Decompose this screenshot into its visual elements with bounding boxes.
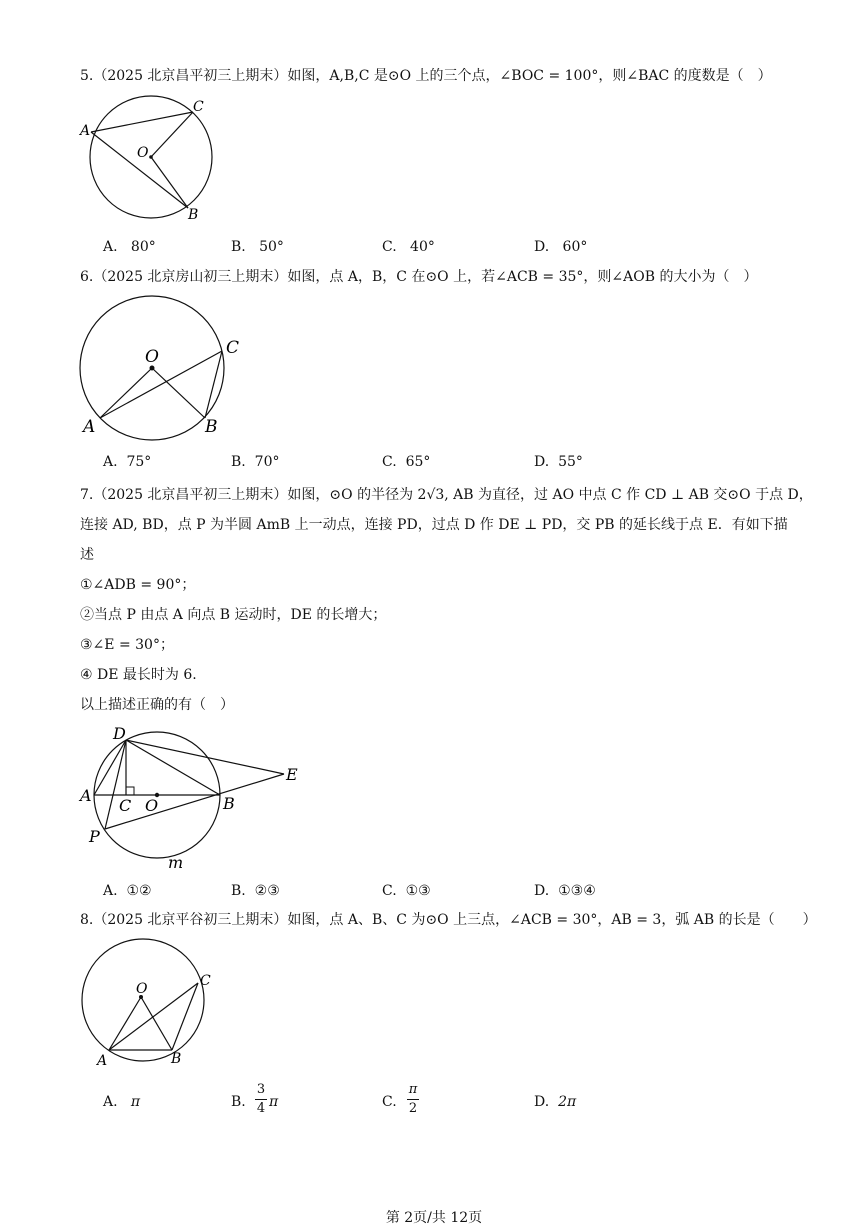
q8-option-c-numerator: π	[408, 1082, 418, 1097]
q5-label-c: C	[193, 99, 204, 115]
q5-option-d[interactable]: D. 60°	[534, 239, 588, 255]
q6-radius-oa	[100, 368, 152, 418]
q7-option-c[interactable]: C. ①③	[382, 883, 431, 899]
q6-stem: 6.（2025 北京房山初三上期末）如图，点 A，B，C 在⊙O 上，若∠ACB = 35°，则∠AOB 的大小为（ ）	[80, 269, 758, 285]
q6-label-o: O	[145, 347, 159, 367]
q6-label-c: C	[226, 338, 240, 358]
q7-segment-dp	[105, 740, 126, 829]
q7-label-d: D	[113, 724, 126, 743]
q8-option-c-fraction-bar	[407, 1099, 419, 1100]
q7-option-b[interactable]: B. ②③	[231, 883, 280, 899]
q7-option-d[interactable]: D. ①③④	[534, 883, 596, 899]
q7-statement-3: ③∠E = 30°；	[80, 637, 174, 653]
q7-question: 以上描述正确的有（ ）	[80, 697, 234, 713]
q7-statement-1: ①∠ADB = 90°；	[80, 577, 196, 593]
q8-label-o: O	[136, 981, 148, 997]
q8-option-b-fraction-bar	[255, 1099, 267, 1100]
q7-segment-pe	[105, 774, 284, 829]
q7-label-c: C	[119, 796, 132, 815]
q8-option-a[interactable]: A. π	[103, 1094, 141, 1110]
q7-segment-db	[126, 740, 220, 795]
q6-label-a: A	[83, 417, 96, 437]
q7-stem-line2: 连接 AD, BD，点 P 为半圆 AmB 上一动点，连接 PD，过点 D 作 DE ⊥ PD，交 PB 的延长线于点 E．有如下描	[80, 517, 788, 533]
q8-option-b-fraction	[255, 1082, 267, 1117]
q7-statement-2: ②当点 P 由点 A 向点 B 运动时，DE 的长增大；	[80, 607, 387, 623]
q6-option-d[interactable]: D. 55°	[534, 454, 583, 470]
q7-label-o: O	[145, 796, 159, 815]
q8-option-b-numerator: 3	[256, 1082, 266, 1097]
q5-chord-ab	[91, 132, 188, 208]
q8-option-c-letter[interactable]: C.	[382, 1094, 397, 1110]
q7-segment-ad	[94, 740, 126, 795]
q6-label-b: B	[205, 417, 218, 437]
q8-label-a: A	[97, 1053, 108, 1069]
q5-label-b: B	[188, 207, 199, 223]
q7-label-a: A	[80, 786, 92, 805]
q8-label-c: C	[200, 973, 211, 989]
q8-figure	[75, 938, 225, 1073]
q8-label-b: B	[171, 1051, 182, 1067]
q8-radius-ob	[141, 997, 172, 1050]
q5-center-dot	[149, 155, 153, 159]
q6-option-c[interactable]: C. 65°	[382, 454, 431, 470]
q5-option-c[interactable]: C. 40°	[382, 239, 435, 255]
q5-label-o: O	[137, 145, 149, 161]
q8-option-b-denominator: 4	[256, 1101, 266, 1116]
q5-figure	[75, 95, 225, 230]
q6-option-b[interactable]: B. 70°	[231, 454, 280, 470]
q7-label-m: m	[168, 853, 184, 872]
q7-stem-line3: 述	[80, 547, 94, 563]
q7-statement-4: ④ DE 最长时为 6.	[80, 667, 197, 683]
q8-radius-oa	[109, 997, 141, 1050]
page-footer: 第 2页/共 12页	[385, 1210, 483, 1226]
q7-option-a[interactable]: A. ①②	[103, 883, 152, 899]
q7-label-e: E	[286, 765, 298, 784]
q5-option-a[interactable]: A. 80°	[103, 239, 156, 255]
q5-option-b[interactable]: B. 50°	[231, 239, 284, 255]
q5-stem: 5.（2025 北京昌平初三上期末）如图，A,B,C 是⊙O 上的三个点，∠BOC = 100°，则∠BAC 的度数是（ ）	[80, 68, 772, 84]
q8-option-b-pi: π	[269, 1094, 279, 1110]
q5-label-a: A	[80, 123, 91, 139]
q8-option-d[interactable]: D. 2π	[534, 1094, 577, 1110]
q8-option-c-fraction	[407, 1082, 419, 1117]
q7-figure	[75, 722, 315, 872]
q7-stem-line1: 7.（2025 北京昌平初三上期末）如图，⊙O 的半径为 2√3, AB 为直径，过 AO 中点 C 作 CD ⊥ AB 交⊙O 于点 D，	[80, 487, 813, 503]
q6-chord-bc	[205, 351, 222, 418]
q7-segment-de	[126, 740, 284, 774]
q8-stem: 8.（2025 北京平谷初三上期末）如图，点 A、B、C 为⊙O 上三点，∠ACB = 30°，AB = 3，弧 AB 的长是（ ）	[80, 912, 817, 928]
q7-right-angle-mark	[126, 787, 134, 795]
q7-label-p: P	[89, 827, 100, 846]
q6-chord-ac	[100, 351, 222, 418]
q6-figure	[75, 295, 255, 440]
q5-radius-ob	[151, 157, 188, 208]
q8-option-c-denominator: 2	[408, 1101, 418, 1116]
q8-option-b-letter[interactable]: B.	[231, 1094, 246, 1110]
q7-label-b: B	[223, 794, 235, 813]
q6-option-a[interactable]: A. 75°	[103, 454, 152, 470]
